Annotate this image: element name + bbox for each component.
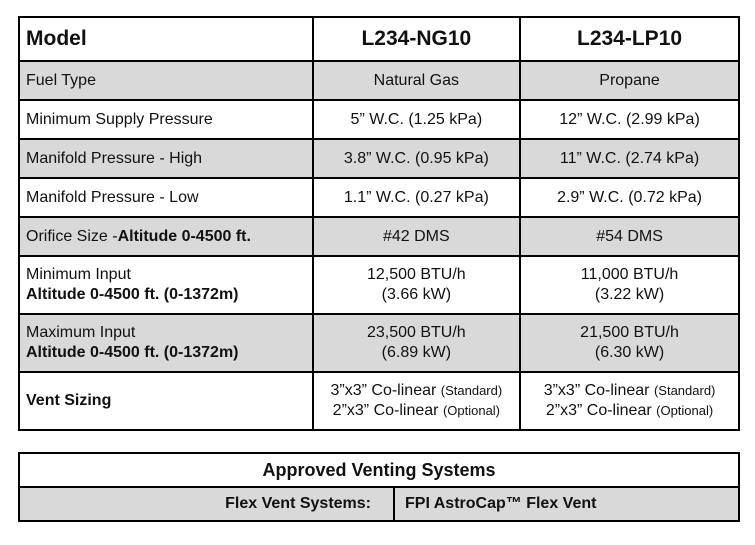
row-label: Manifold Pressure - High [19, 139, 313, 178]
row-label: Fuel Type [19, 61, 313, 100]
header-ng-model: L234-NG10 [313, 17, 520, 61]
ng-value-line2: (3.66 kW) [381, 286, 452, 303]
ng-value-line1: 23,500 BTU/h [366, 324, 466, 341]
row-label [19, 256, 313, 314]
vent-note: (Optional) [442, 403, 501, 418]
ng-value [313, 372, 520, 430]
row-label: Vent Sizing [19, 372, 313, 430]
venting-systems-table [18, 452, 740, 522]
venting-row [19, 487, 739, 521]
row-label-text: Maximum Input [26, 324, 136, 341]
row-label [19, 217, 313, 256]
row-label-bold: Altitude 0-4500 ft. [117, 227, 251, 245]
ng-value [313, 256, 520, 314]
row-label-bold: Altitude 0-4500 ft. (0-1372m) [26, 344, 239, 361]
ng-value-line2: (6.89 kW) [381, 344, 452, 361]
lp-value-line2: (6.30 kW) [594, 344, 665, 361]
lp-value-line1: 21,500 BTU/h [580, 324, 679, 341]
row-manifold-low [19, 178, 739, 217]
row-label: Minimum Supply Pressure [19, 100, 313, 139]
lp-value [520, 372, 739, 430]
row-maximum-input [19, 314, 739, 372]
lp-value-line2: (3.22 kW) [594, 286, 665, 303]
row-label-bold: Altitude 0-4500 ft. (0-1372m) [26, 286, 239, 303]
lp-value [520, 314, 739, 372]
vent-size: 3”x3” Co-linear [543, 382, 650, 399]
ng-value: 5” W.C. (1.25 kPa) [313, 100, 520, 139]
lp-value [520, 256, 739, 314]
vent-note: (Standard) [440, 383, 503, 398]
header-lp-model: L234-LP10 [520, 17, 739, 61]
row-min-supply-pressure [19, 100, 739, 139]
row-fuel-type [19, 61, 739, 100]
lp-value-line1: 11,000 BTU/h [580, 266, 679, 283]
ng-value: 1.1” W.C. (0.27 kPa) [313, 178, 520, 217]
ng-value-line2 [320, 401, 513, 421]
lp-value: 12” W.C. (2.99 kPa) [520, 100, 739, 139]
vent-size: 2”x3” Co-linear [332, 402, 439, 419]
row-minimum-input [19, 256, 739, 314]
row-label-text: Minimum Input [26, 266, 131, 283]
venting-title-row [19, 453, 739, 487]
lp-value: 2.9” W.C. (0.72 kPa) [520, 178, 739, 217]
row-label: Manifold Pressure - Low [19, 178, 313, 217]
row-label-text: Orifice Size - [26, 227, 118, 245]
lp-value-line2 [527, 401, 732, 421]
vent-size: 3”x3” Co-linear [330, 382, 437, 399]
specifications-table [18, 16, 740, 431]
lp-value-line1 [527, 381, 732, 401]
header-row [19, 17, 739, 61]
vent-note: (Standard) [653, 383, 716, 398]
ng-value: #42 DMS [313, 217, 520, 256]
lp-value: #54 DMS [520, 217, 739, 256]
row-label [19, 314, 313, 372]
venting-label: Flex Vent Systems: [19, 487, 394, 521]
venting-value: FPI AstroCap™ Flex Vent [394, 487, 739, 521]
venting-title: Approved Venting Systems [19, 453, 739, 487]
ng-value-line1 [320, 381, 513, 401]
row-orifice-size [19, 217, 739, 256]
ng-value: 3.8” W.C. (0.95 kPa) [313, 139, 520, 178]
lp-value: 11” W.C. (2.74 kPa) [520, 139, 739, 178]
row-manifold-high [19, 139, 739, 178]
ng-value-line1: 12,500 BTU/h [366, 266, 466, 283]
header-model: Model [19, 17, 313, 61]
ng-value: Natural Gas [313, 61, 520, 100]
vent-size: 2”x3” Co-linear [545, 402, 652, 419]
row-vent-sizing [19, 372, 739, 430]
ng-value [313, 314, 520, 372]
lp-value: Propane [520, 61, 739, 100]
vent-note: (Optional) [656, 403, 714, 418]
